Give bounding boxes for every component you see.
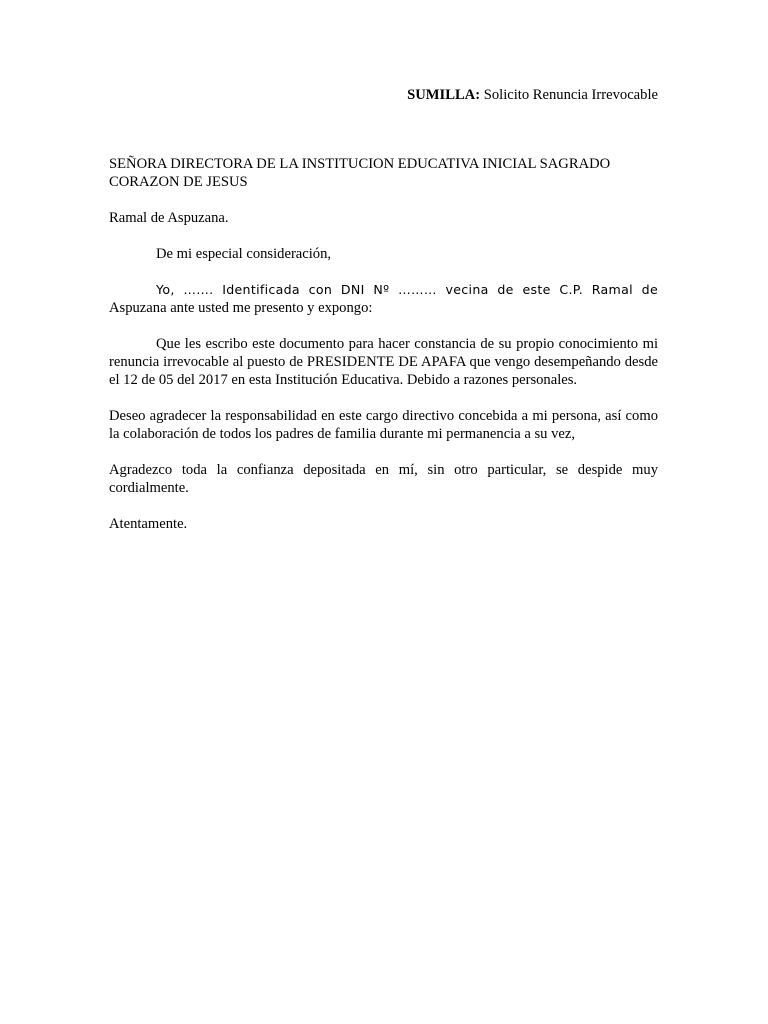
addressee: SEÑORA DIRECTORA DE LA INSTITUCION EDUCATIVA INICIAL SAGRADO CORAZON DE JESUS <box>109 156 611 190</box>
body-paragraph-3: Agradezco toda la confianza depositada en mí, sin otro particular, se despide muy cordialmente. <box>109 462 658 496</box>
body-paragraph-2: Deseo agradecer la responsabilidad en este cargo directivo concebida a mi persona, así como la colaboración de todos los padres de familia durante mi permanencia a su vez, <box>109 408 658 442</box>
intro-identification: Yo, ……. Identificada con DNI Nº ……… vecina de este C.P. Ramal de <box>156 282 658 297</box>
letter-body <box>109 86 658 533</box>
intro-paragraph <box>109 281 658 317</box>
sumilla-text: Solicito Renuncia Irrevocable <box>480 87 658 103</box>
closing: Atentamente. <box>109 516 188 532</box>
sumilla-label: SUMILLA: <box>407 87 481 103</box>
body-paragraph-1: Que les escribo este documento para hacer constancia de su propio conocimiento mi renuncia irrevocable al puesto de PRESIDENTE DE APAFA que vengo desempeñando desde el 12 de 05 del 2017 en esta Institución Educativa. Debido a razones personales. <box>109 336 658 388</box>
greeting: De mi especial consideración, <box>156 246 332 262</box>
intro-continuation: Aspuzana ante usted me presento y expongo: <box>109 300 373 316</box>
sumilla-line <box>109 86 658 104</box>
place-line: Ramal de Aspuzana. <box>109 210 229 226</box>
